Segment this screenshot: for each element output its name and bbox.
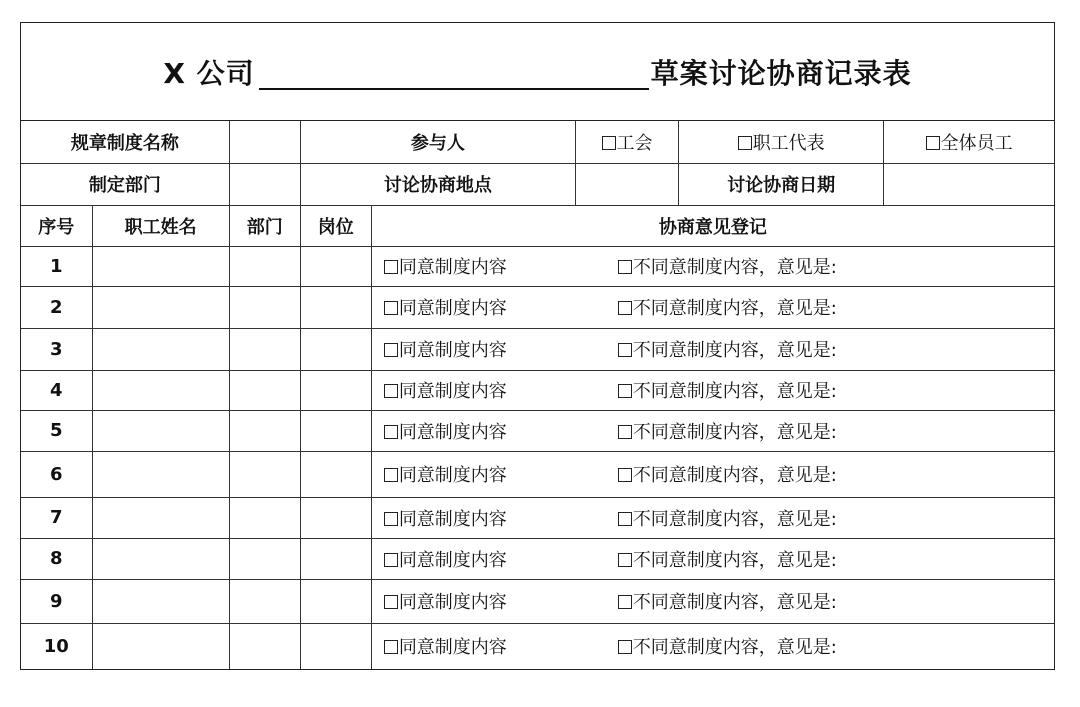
info-row-1	[21, 121, 1054, 163]
checkbox-icon[interactable]	[384, 343, 398, 357]
row-post-field[interactable]	[300, 286, 371, 328]
row-dept-field[interactable]	[229, 370, 300, 410]
option-agree[interactable]: 同意制度内容	[384, 633, 618, 659]
row-opinion-cell	[371, 497, 1054, 538]
checkbox-icon[interactable]	[602, 136, 616, 150]
table-row	[21, 246, 1054, 286]
row-dept-field[interactable]	[229, 328, 300, 370]
row-seq: 7	[21, 497, 92, 538]
option-agree[interactable]: 同意制度内容	[384, 377, 618, 403]
location-label: 讨论协商地点	[300, 163, 575, 205]
dept-field[interactable]	[229, 163, 300, 205]
row-name-field[interactable]	[92, 497, 229, 538]
row-post-field[interactable]	[300, 410, 371, 451]
checkbox-icon[interactable]	[618, 384, 632, 398]
row-post-field[interactable]	[300, 370, 371, 410]
row-opinion-cell	[371, 579, 1054, 623]
row-name-field[interactable]	[92, 410, 229, 451]
checkbox-icon[interactable]	[618, 640, 632, 654]
row-dept-field[interactable]	[229, 286, 300, 328]
row-dept-field[interactable]	[229, 623, 300, 669]
row-opinion-cell	[371, 410, 1054, 451]
option-agree[interactable]: 同意制度内容	[384, 505, 618, 531]
option-agree[interactable]: 同意制度内容	[384, 588, 618, 614]
row-opinion-cell	[371, 328, 1054, 370]
record-form	[20, 22, 1055, 670]
option-agree[interactable]: 同意制度内容	[384, 253, 618, 279]
table-row	[21, 328, 1054, 370]
table-row	[21, 370, 1054, 410]
column-header-row	[21, 205, 1054, 246]
table-row	[21, 497, 1054, 538]
title-blank-field[interactable]	[259, 58, 649, 90]
checkbox-icon[interactable]	[618, 468, 632, 482]
participants-label: 参与人	[300, 121, 575, 163]
dept-label: 制定部门	[21, 163, 229, 205]
row-dept-field[interactable]	[229, 497, 300, 538]
regulation-name-label: 规章制度名称	[21, 121, 229, 163]
form-table	[21, 121, 1054, 669]
checkbox-icon[interactable]	[384, 640, 398, 654]
table-row	[21, 579, 1054, 623]
row-dept-field[interactable]	[229, 246, 300, 286]
row-name-field[interactable]	[92, 246, 229, 286]
row-post-field[interactable]	[300, 451, 371, 497]
checkbox-icon[interactable]	[618, 301, 632, 315]
table-row	[21, 410, 1054, 451]
form-title	[21, 23, 1054, 121]
option-disagree[interactable]: 不同意制度内容，意见是:	[618, 294, 837, 320]
option-staff-representative[interactable]: 职工代表	[679, 121, 884, 163]
col-opinion-header: 协商意见登记	[371, 205, 1054, 246]
regulation-name-field[interactable]	[229, 121, 300, 163]
row-post-field[interactable]	[300, 246, 371, 286]
date-field[interactable]	[884, 163, 1054, 205]
checkbox-icon[interactable]	[384, 260, 398, 274]
row-opinion-cell	[371, 286, 1054, 328]
col-name-header: 职工姓名	[92, 205, 229, 246]
row-post-field[interactable]	[300, 497, 371, 538]
col-dept-header: 部门	[229, 205, 300, 246]
option-agree[interactable]: 同意制度内容	[384, 546, 618, 572]
row-seq: 6	[21, 451, 92, 497]
date-label: 讨论协商日期	[679, 163, 884, 205]
checkbox-icon[interactable]	[384, 384, 398, 398]
option-disagree[interactable]: 不同意制度内容，意见是:	[618, 418, 837, 444]
info-row-2	[21, 163, 1054, 205]
row-name-field[interactable]	[92, 623, 229, 669]
option-disagree[interactable]: 不同意制度内容，意见是:	[618, 461, 837, 487]
checkbox-icon[interactable]	[618, 595, 632, 609]
row-seq: 4	[21, 370, 92, 410]
row-name-field[interactable]	[92, 451, 229, 497]
row-seq: 8	[21, 538, 92, 579]
checkbox-icon[interactable]	[384, 595, 398, 609]
checkbox-icon[interactable]	[384, 512, 398, 526]
option-disagree[interactable]: 不同意制度内容，意见是:	[618, 633, 837, 659]
row-seq: 2	[21, 286, 92, 328]
checkbox-icon[interactable]	[618, 512, 632, 526]
option-disagree[interactable]: 不同意制度内容，意见是:	[618, 588, 837, 614]
checkbox-icon[interactable]	[926, 136, 940, 150]
row-seq: 5	[21, 410, 92, 451]
title-suffix: 草案讨论协商记录表	[650, 56, 912, 90]
checkbox-icon[interactable]	[384, 425, 398, 439]
table-row	[21, 623, 1054, 669]
row-name-field[interactable]	[92, 370, 229, 410]
option-agree[interactable]: 同意制度内容	[384, 418, 618, 444]
option-disagree[interactable]: 不同意制度内容，意见是:	[618, 505, 837, 531]
checkbox-icon[interactable]	[738, 136, 752, 150]
row-seq: 9	[21, 579, 92, 623]
option-agree[interactable]: 同意制度内容	[384, 294, 618, 320]
row-seq: 1	[21, 246, 92, 286]
option-disagree[interactable]: 不同意制度内容，意见是:	[618, 336, 837, 362]
checkbox-icon[interactable]	[618, 425, 632, 439]
row-dept-field[interactable]	[229, 538, 300, 579]
row-opinion-cell	[371, 538, 1054, 579]
row-name-field[interactable]	[92, 286, 229, 328]
col-post-header: 岗位	[300, 205, 371, 246]
checkbox-icon[interactable]	[618, 260, 632, 274]
row-opinion-cell	[371, 370, 1054, 410]
row-name-field[interactable]	[92, 538, 229, 579]
checkbox-icon[interactable]	[384, 468, 398, 482]
row-dept-field[interactable]	[229, 451, 300, 497]
row-post-field[interactable]	[300, 538, 371, 579]
option-all-staff[interactable]: 全体员工	[884, 121, 1054, 163]
row-dept-field[interactable]	[229, 410, 300, 451]
row-opinion-cell	[371, 623, 1054, 669]
row-post-field[interactable]	[300, 328, 371, 370]
row-post-field[interactable]	[300, 623, 371, 669]
option-agree[interactable]: 同意制度内容	[384, 461, 618, 487]
checkbox-icon[interactable]	[618, 553, 632, 567]
row-seq: 3	[21, 328, 92, 370]
title-company: X 公司	[163, 56, 255, 90]
checkbox-icon[interactable]	[384, 553, 398, 567]
checkbox-icon[interactable]	[618, 343, 632, 357]
checkbox-icon[interactable]	[384, 301, 398, 315]
option-disagree[interactable]: 不同意制度内容，意见是:	[618, 253, 837, 279]
option-agree[interactable]: 同意制度内容	[384, 336, 618, 362]
option-disagree[interactable]: 不同意制度内容，意见是:	[618, 377, 837, 403]
option-disagree[interactable]: 不同意制度内容，意见是:	[618, 546, 837, 572]
table-row	[21, 538, 1054, 579]
table-row	[21, 451, 1054, 497]
row-opinion-cell	[371, 451, 1054, 497]
option-union[interactable]: 工会	[576, 121, 679, 163]
table-row	[21, 286, 1054, 328]
row-dept-field[interactable]	[229, 579, 300, 623]
row-opinion-cell	[371, 246, 1054, 286]
row-post-field[interactable]	[300, 579, 371, 623]
location-field[interactable]	[576, 163, 679, 205]
row-name-field[interactable]	[92, 328, 229, 370]
col-seq-header: 序号	[21, 205, 92, 246]
row-name-field[interactable]	[92, 579, 229, 623]
row-seq: 10	[21, 623, 92, 669]
